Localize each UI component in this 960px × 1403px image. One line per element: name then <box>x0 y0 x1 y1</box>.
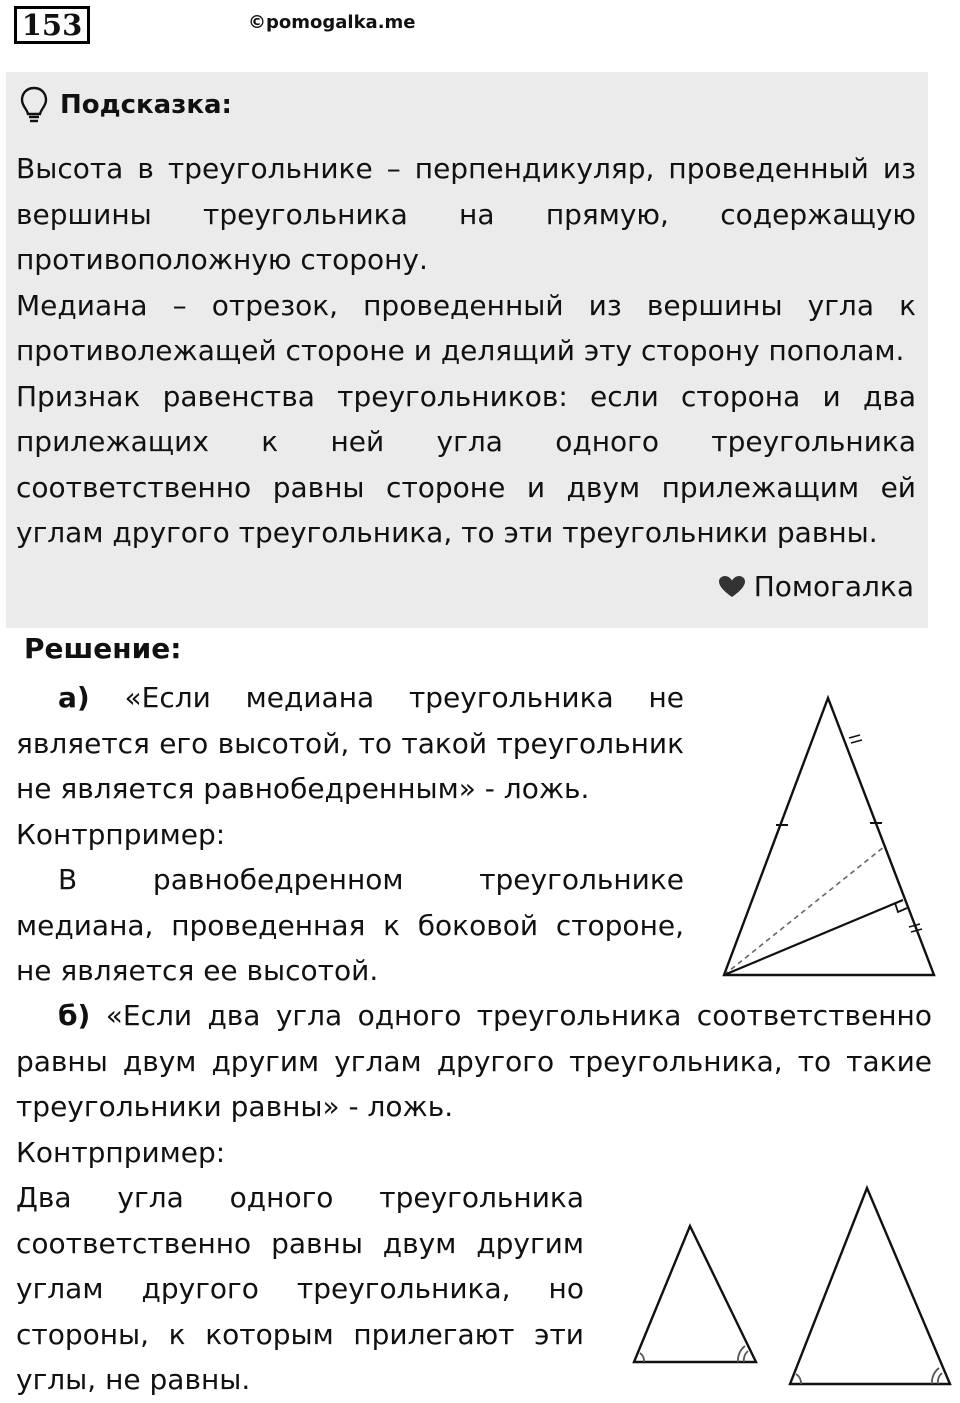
solution-b-explanation-block <box>16 1175 584 1403</box>
heart-icon <box>718 575 746 599</box>
lightbulb-icon <box>20 86 48 124</box>
large-triangle <box>790 1188 950 1384</box>
solution-b-counter: Контрпример: <box>16 1135 226 1169</box>
solution-b-label: б) <box>58 999 91 1032</box>
solution-a-text <box>16 675 684 994</box>
solution-a-statement <box>16 675 684 812</box>
hint-paragraph-height: Высота в треугольнике – перпендикуляр, проведенный из вершины треугольника на прямую, содержащую противоположную сторону. <box>16 152 916 276</box>
brand-name: Помогалка <box>753 570 914 603</box>
site-watermark: ©pomogalka.me <box>248 12 416 33</box>
solution-b-explanation: Два угла одного треугольника соответственно равны двум другим углам другого треугольника, но стороны, к которым прилегают эти углы, не равны. <box>16 1181 584 1396</box>
solution-b-statement <box>16 993 932 1130</box>
diagram-similar-triangles <box>620 1180 960 1390</box>
hint-body <box>16 146 916 556</box>
task-number: 153 <box>14 6 90 44</box>
hint-paragraph-median: Медиана – отрезок, проведенный из вершины угла к противолежащей стороне и делящий эту сторону пополам. <box>16 288 916 367</box>
brand-signature <box>718 570 914 603</box>
small-triangle <box>634 1226 756 1362</box>
hint-box <box>6 72 928 628</box>
hint-paragraph-congruence: Признак равенства треугольников: если сторона и два прилежащих к ней угла одного треугольника соответственно равны стороне и двум прилежащим ей углам другого треугольника, то эти треугольники равны. <box>16 379 916 549</box>
solution-a-counter: Контрпример: <box>16 817 226 851</box>
solution-a-explanation: В равнобедренном треугольнике медиана, проведенная к боковой стороне, не является ее высотой. <box>16 863 684 987</box>
hint-title-text: Подсказка: <box>60 90 232 120</box>
solution-b-statement-text: «Если два угла одного треугольника соответственно равны двум другим углам другого треугольника, то такие треугольники равны» - ложь. <box>16 999 932 1123</box>
solution-a-label: а) <box>58 681 90 714</box>
solution-title: Решение: <box>24 632 182 665</box>
hint-title <box>20 86 232 124</box>
diagram-isosceles-triangle <box>700 680 950 990</box>
solution-a-statement-text: «Если медиана треугольника не является его высотой, то такой треугольник не является равнобедренным» - ложь. <box>16 681 684 805</box>
solution-b-text <box>16 993 932 1175</box>
